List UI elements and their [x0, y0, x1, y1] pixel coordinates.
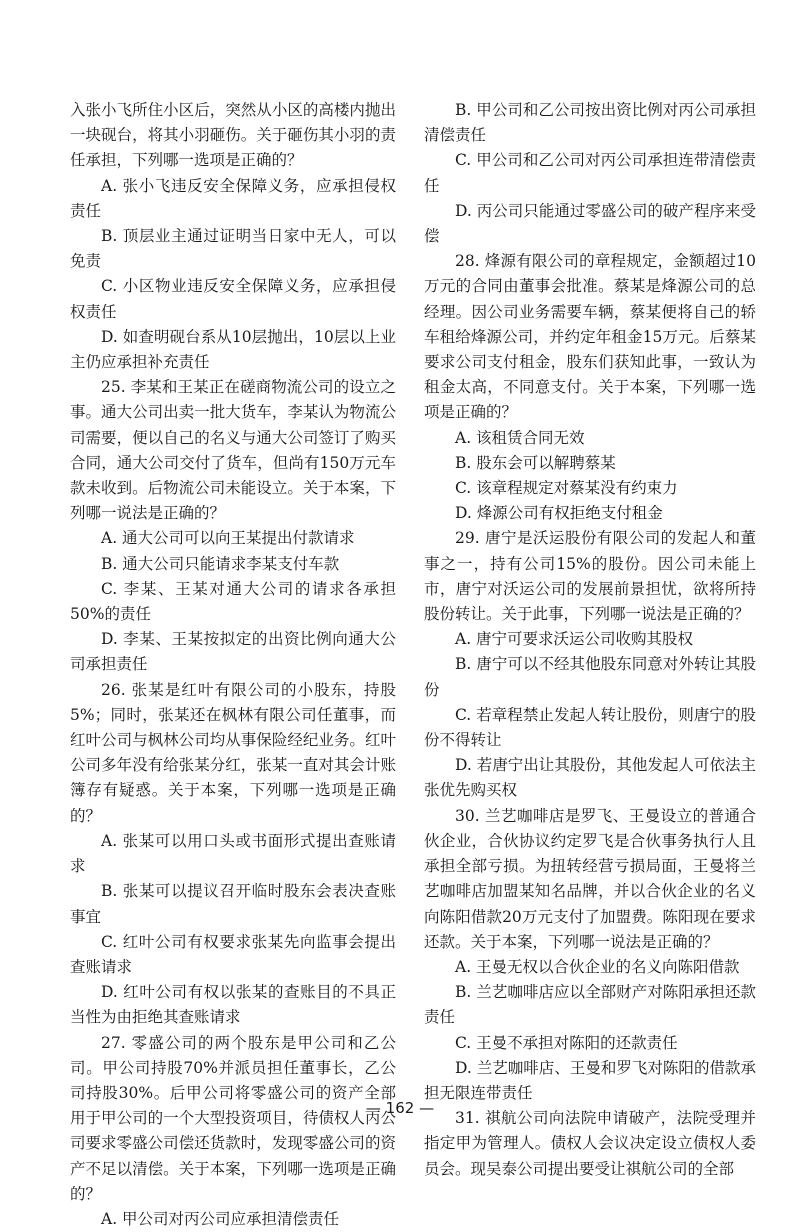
- answer-option: D. 如查明砚台系从10层抛出，10层以上业主仍应承担补充责任: [70, 327, 396, 372]
- answer-option: A. 张小飞违反安全保障义务，应承担侵权责任: [70, 176, 396, 220]
- question-stem: 27. 零盛公司的两个股东是甲公司和乙公司。甲公司持股70%并派员担任董事长，乙公司持股30%。后甲公司将零盛公司的资产全部用于甲公司的一个大型投资项目，待债权人丙公司要求零盛公司偿还货款时，发现零盛公司的资产不足以清偿。关于本案，下列哪一选项是正确的？: [70, 1033, 396, 1203]
- answer-option: D. 兰艺咖啡店、王曼和罗飞对陈阳的借款承担无限连带责任: [424, 1058, 756, 1102]
- answer-option: D. 若唐宁出让其股份，其他发起人可依法主张优先购买权: [424, 756, 756, 800]
- left-column: [70, 98, 396, 1232]
- right-column: [424, 98, 756, 1182]
- answer-option: B. 顶层业主通过证明当日家中无人，可以免责: [70, 227, 396, 271]
- question-stem: 29. 唐宁是沃运股份有限公司的发起人和董事之一，持有公司15%的股份。因公司未能上市，唐宁对沃运公司的发展前景担忧，欲将所持股份转让。关于此事，下列哪一说法是正确的？: [424, 529, 756, 624]
- answer-option: D. 丙公司只能通过零盛公司的破产程序来受偿: [424, 201, 756, 246]
- answer-option: C. 小区物业违反安全保障义务，应承担侵权责任: [70, 277, 396, 321]
- question-stem: 25. 李某和王某正在磋商物流公司的设立之事。通大公司出卖一批大货车，李某认为物流公司需要，便以自己的名义与通大公司签订了购买合同，通大公司交付了货车，但尚有150万元车款未收到。后物流公司未能设立。关于本案，下列哪一说法是正确的？: [70, 378, 396, 523]
- continued-text: 入张小飞所住小区后，突然从小区的高楼内抛出一块砚台，将其小羽砸伤。关于砸伤其小羽的责任承担，下列哪一选项是正确的？: [70, 101, 396, 170]
- answer-option: D. 李某、王某按拟定的出资比例向通大公司承担责任: [70, 630, 396, 674]
- answer-option: C. 甲公司和乙公司对丙公司承担连带清偿责任: [424, 151, 756, 195]
- question-stem: 30. 兰艺咖啡店是罗飞、王曼设立的普通合伙企业，合伙协议约定罗飞是合伙事务执行人且承担全部亏损。为扭转经营亏损局面，王曼将兰艺咖啡店加盟某知名品牌，并以合伙企业的名义向陈阳借款20万元支付了加盟费。陈阳现在要求还款。关于本案，下列哪一说法是正确的？: [424, 806, 756, 951]
- answer-option: B. 通大公司只能请求李某支付车款: [101, 554, 340, 573]
- answer-option: A. 王曼无权以合伙企业的名义向陈阳借款: [455, 957, 740, 976]
- question-stem: 31. 祺航公司向法院申请破产，法院受理并指定甲为管理人。债权人会议决定设立债权人委员会。现吴泰公司提出要受让祺航公司的全部: [424, 1109, 756, 1178]
- answer-option: C. 该章程规定对蔡某没有约束力: [455, 479, 678, 498]
- answer-option: C. 红叶公司有权要求张某先向监事会提出查账请求: [70, 932, 396, 976]
- answer-option: C. 若章程禁止发起人转让股份，则唐宁的股份不得转让: [424, 705, 756, 750]
- answer-option: B. 唐宁可以不经其他股东同意对外转让其股份: [424, 655, 756, 699]
- answer-option: B. 张某可以提议召开临时股东会表决查账事宜: [70, 882, 396, 926]
- answer-option: D. 红叶公司有权以张某的查账目的不具正当性为由拒绝其查账请求: [70, 983, 396, 1027]
- question-stem: 26. 张某是红叶有限公司的小股东，持股5%；同时，张某还在枫林有限公司任董事，而红叶公司与枫林公司均从事保险经纪业务。红叶公司多年没有给张某分红，张某一直对其会计账簿存有疑惑。关于本案，下列哪一选项是正确的？: [70, 680, 396, 825]
- answer-option: A. 张某可以用口头或书面形式提出查账请求: [70, 831, 396, 876]
- answer-option: C. 李某、王某对通大公司的请求各承担50%的责任: [70, 579, 396, 624]
- question-stem: 28. 烽源有限公司的章程规定，金额超过10万元的合同由董事会批准。蔡某是烽源公司的总经理。因公司业务需要车辆，蔡某便将自己的轿车租给烽源公司，并约定年租金15万元。后蔡某要求公司支付租金，股东们获知此事，一致认为租金太高，不同意支付。关于本案，下列哪一选项是正确的？: [424, 252, 756, 422]
- answer-option: A. 甲公司对丙公司应承担清偿责任: [101, 1209, 340, 1228]
- answer-option: A. 该租赁合同无效: [455, 428, 585, 447]
- answer-option: B. 甲公司和乙公司按出资比例对丙公司承担清偿责任: [424, 101, 756, 145]
- answer-option: A. 唐宁可要求沃运公司收购其股权: [455, 630, 694, 649]
- answer-option: C. 王曼不承担对陈阳的还款责任: [455, 1033, 678, 1052]
- page-number: — 162 —: [365, 1099, 435, 1117]
- answer-option: B. 股东会可以解聘蔡某: [455, 453, 616, 472]
- answer-option: B. 兰艺咖啡店应以全部财产对陈阳承担还款责任: [424, 983, 756, 1027]
- answer-option: A. 通大公司可以向王某提出付款请求: [101, 529, 355, 548]
- answer-option: D. 烽源公司有权拒绝支付租金: [455, 504, 663, 523]
